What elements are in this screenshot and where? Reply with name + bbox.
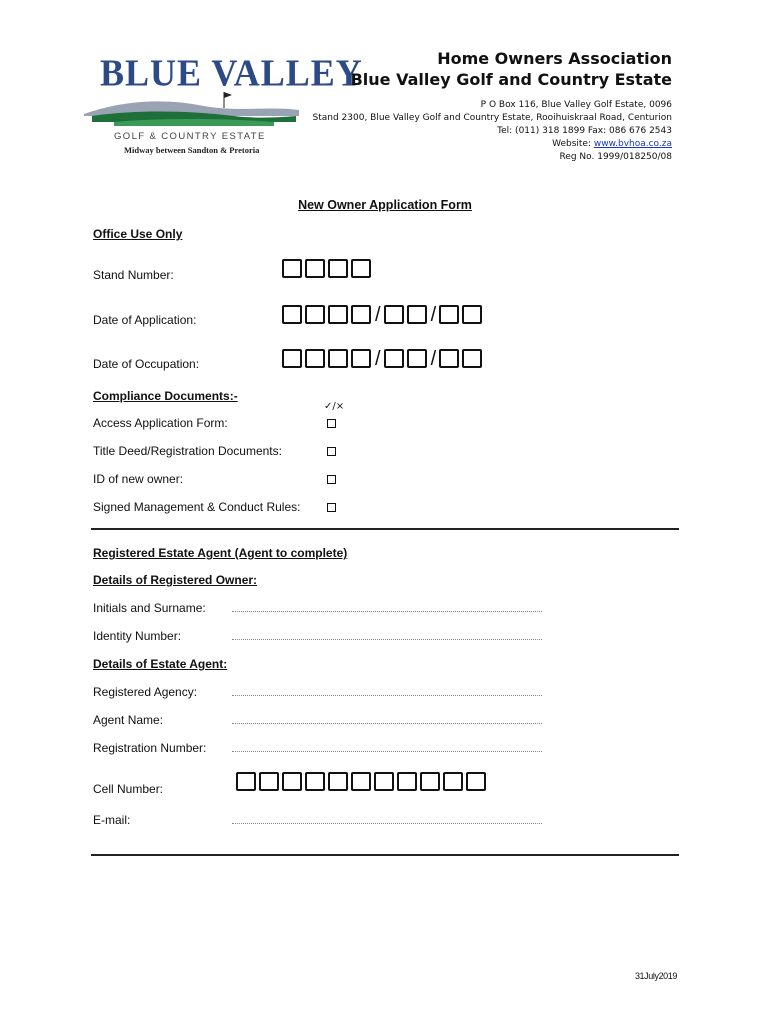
char-box[interactable] [439,305,459,324]
agent-name-field[interactable] [232,723,542,724]
date-separator: / [375,303,381,326]
char-box[interactable] [384,349,404,368]
checkbox-rules[interactable] [327,503,336,512]
header-address: Stand 2300, Blue Valley Golf and Country Estate, Rooihuiskraal Road, Centurion [312,113,672,123]
char-box[interactable] [305,259,325,278]
registered-agency-label: Registered Agency: [93,685,198,699]
initials-surname-field[interactable] [232,611,542,612]
bottom-divider [91,854,679,856]
association-header [313,48,673,164]
agent-section-heading: Registered Estate Agent (Agent to complete) [93,546,348,560]
header-title: Home Owners Association [437,49,672,68]
char-box[interactable] [420,772,440,791]
stand-number-boxes[interactable] [282,259,374,278]
char-box[interactable] [407,349,427,368]
date-of-occupation-label: Date of Occupation: [93,357,200,371]
header-website-line [313,138,673,151]
char-box[interactable] [351,259,371,278]
registration-number-field[interactable] [232,751,542,752]
char-box[interactable] [282,259,302,278]
char-box[interactable] [259,772,279,791]
char-box[interactable] [305,305,325,324]
char-box[interactable] [305,772,325,791]
checkbox-title-deed[interactable] [327,447,336,456]
checkbox-access-form[interactable] [327,419,336,428]
char-box[interactable] [351,305,371,324]
registered-agency-field[interactable] [232,695,542,696]
initials-surname-label: Initials and Surname: [93,601,206,615]
char-box[interactable] [328,259,348,278]
section-divider [91,528,679,530]
char-box[interactable] [443,772,463,791]
header-po-box: P O Box 116, Blue Valley Golf Estate, 0096 [480,100,672,110]
date-of-application-boxes[interactable] [282,305,485,324]
header-reg-no: Reg No. 1999/018250/08 [559,152,672,162]
cell-number-label: Cell Number: [93,782,164,796]
date-separator: / [430,347,437,370]
char-box[interactable] [466,772,486,791]
email-label: E-mail: [93,813,131,827]
agent-name-label: Agent Name: [93,713,164,727]
char-box[interactable] [374,772,394,791]
char-box[interactable] [397,772,417,791]
char-box[interactable] [328,305,348,324]
char-box[interactable] [407,305,427,324]
footer-date: 31July2019 [634,971,677,981]
website-label: Website: [552,139,594,149]
char-box[interactable] [328,349,348,368]
char-box[interactable] [305,349,325,368]
website-link[interactable]: www.bvhoa.co.za [593,139,672,149]
char-box[interactable] [236,772,256,791]
char-box[interactable] [282,772,302,791]
compliance-item-rules: Signed Management & Conduct Rules: [93,500,301,514]
header-estate-name: Blue Valley Golf and Country Estate [350,70,672,89]
tick-cross-header: ✓/× [324,401,345,412]
logo-landscape-icon [84,86,299,131]
char-box[interactable] [328,772,348,791]
logo-wordmark: BLUE VALLEY [100,52,363,94]
compliance-item-title-deed: Title Deed/Registration Documents: [93,444,282,458]
char-box[interactable] [351,772,371,791]
date-separator: / [430,303,437,326]
compliance-heading: Compliance Documents:- [93,389,238,403]
estate-logo [84,46,363,161]
compliance-item-access-form: Access Application Form: [93,416,228,430]
agent-details-heading: Details of Estate Agent: [93,657,228,671]
logo-subtitle: GOLF & COUNTRY ESTATE [114,131,266,142]
char-box[interactable] [462,305,482,324]
date-separator: / [375,347,381,370]
char-box[interactable] [384,305,404,324]
email-field[interactable] [232,823,542,824]
identity-number-field[interactable] [232,639,542,640]
compliance-item-id: ID of new owner: [93,472,184,486]
header-tel-fax: Tel: (011) 318 1899 Fax: 086 676 2543 [497,126,672,136]
char-box[interactable] [282,349,302,368]
char-box[interactable] [282,305,302,324]
cell-number-boxes[interactable] [236,772,489,791]
stand-number-label: Stand Number: [93,268,174,282]
char-box[interactable] [462,349,482,368]
date-of-occupation-boxes[interactable] [282,349,485,368]
char-box[interactable] [439,349,459,368]
checkbox-id[interactable] [327,475,336,484]
form-title: New Owner Application Form [298,198,472,212]
registration-number-label: Registration Number: [93,741,207,755]
owner-details-heading: Details of Registered Owner: [93,573,258,587]
office-use-heading: Office Use Only [93,227,183,241]
date-of-application-label: Date of Application: [93,313,197,327]
logo-tagline: Midway between Sandton & Pretoria [124,145,260,155]
char-box[interactable] [351,349,371,368]
identity-number-label: Identity Number: [93,629,182,643]
